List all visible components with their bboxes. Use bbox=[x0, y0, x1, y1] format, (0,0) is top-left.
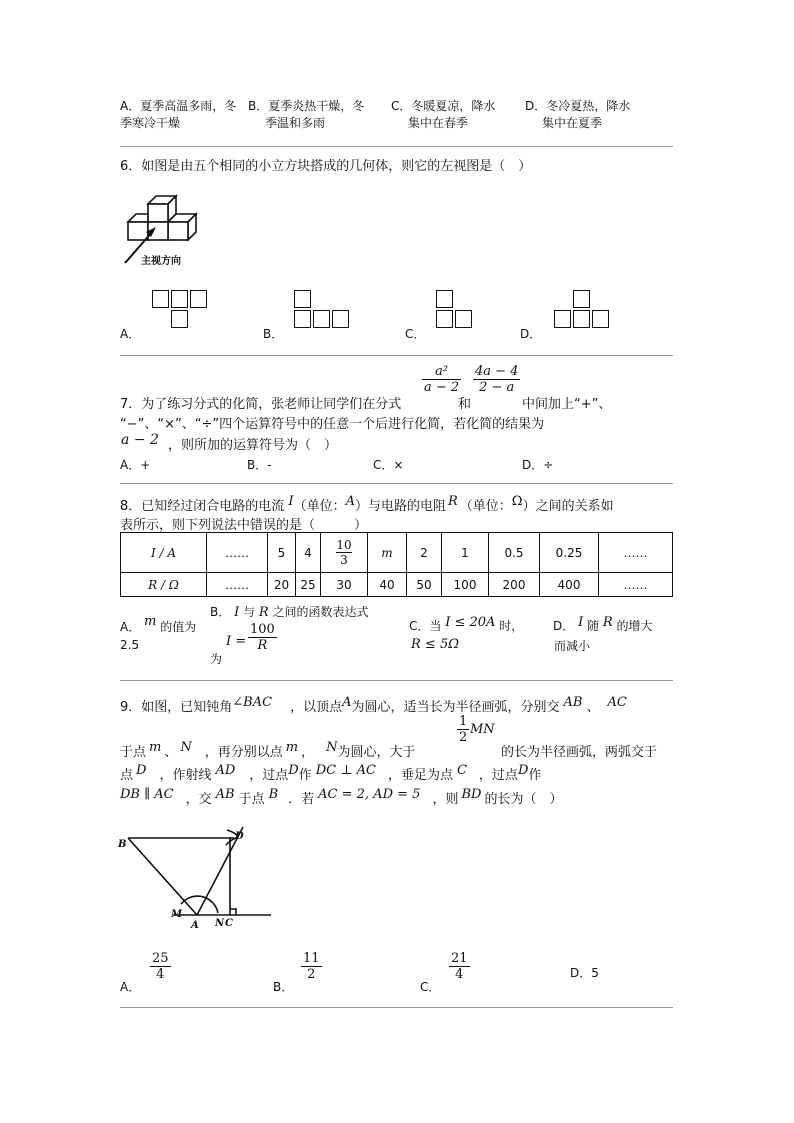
label-a: A bbox=[191, 920, 199, 931]
divider bbox=[120, 1007, 673, 1008]
q8-line2: 表所示，则下列说法中错误的是（ ） bbox=[120, 518, 368, 533]
q8-option-d: D． I 随 R 的增大 bbox=[553, 615, 653, 633]
table-row: I / A …… 5 4 $\frac{10}{3}$ m 2 1 0.5 0.25 …… bbox=[121, 533, 673, 573]
divider bbox=[120, 146, 673, 147]
q7-result-expr: a − 2 bbox=[121, 432, 159, 448]
q7-line1-prefix: 7．为了练习分式的化简，张老师让同学们在分式 bbox=[120, 397, 402, 412]
q6-option-b-label: B． bbox=[263, 327, 284, 341]
table-cell-fraction: $\frac{10}{3}$ bbox=[321, 533, 368, 573]
label-n: N bbox=[215, 918, 225, 929]
q9-option-c-label: C． bbox=[420, 980, 441, 994]
q7-and: 和 bbox=[458, 397, 472, 412]
q6-option-c-label: C． bbox=[405, 327, 426, 341]
q9-option-a-fraction: $\frac{25}{4}$ bbox=[152, 951, 169, 982]
table-row: R / Ω …… 20 25 30 40 50 100 200 400 …… bbox=[121, 573, 673, 597]
q9-option-c-fraction: $\frac{21}{4}$ bbox=[451, 951, 468, 982]
q5-option-a: A．夏季高温多雨，冬 季寒冷干燥 bbox=[120, 99, 237, 130]
q7-line3: ，则所加的运算符号为（ ） bbox=[168, 438, 338, 453]
q9-line1: 9．如图，已知钝角∠BAC ，以顶点A为圆心，适当长为半径画弧，分别交 AB 、 AC bbox=[120, 695, 627, 715]
q5-option-d: D．冬冷夏热，降水 集中在夏季 bbox=[525, 99, 631, 130]
label-c: C bbox=[225, 918, 233, 929]
q9-geometry-figure bbox=[115, 825, 280, 935]
q7-fraction-1: $\frac{\text{a²}}{a - 2}$ bbox=[424, 364, 460, 395]
q7-fraction-2: $\frac{4a - 4}{2 - a}$ bbox=[475, 364, 519, 395]
q7-option-b: B．- bbox=[247, 458, 272, 472]
label-b: B bbox=[118, 839, 127, 850]
q8-table bbox=[120, 532, 673, 597]
label-d: D bbox=[235, 831, 244, 842]
q8-option-b-fraction: $\frac{100}{R}$ bbox=[250, 622, 275, 653]
q7-line2: “−”、“×”、“÷”四个运算符号中的任意一个后进行化简，若化简的结果为 bbox=[120, 417, 545, 432]
label-m: M bbox=[171, 909, 183, 920]
q7-option-c: C．× bbox=[373, 458, 404, 472]
q9-option-b-fraction: $\frac{11}{2}$ bbox=[303, 951, 320, 982]
q8-option-b-for: 为 bbox=[210, 652, 223, 666]
divider bbox=[120, 355, 673, 356]
q8-option-a-value: 2.5 bbox=[120, 638, 140, 652]
divider bbox=[120, 483, 673, 484]
q9-option-b-label: B． bbox=[273, 980, 294, 994]
q7-line1-suffix: 中间加上“+”、 bbox=[522, 397, 612, 412]
q6-option-d-label: D． bbox=[520, 327, 542, 341]
q9-line4: DB ∥ AC ，交 AB 于点 B ．若 AC = 2, AD = 5 ，则 BD 的长为（ ） bbox=[120, 787, 563, 807]
q8-option-c-condition: R ≤ 5Ω bbox=[411, 637, 459, 652]
q9-line2-suffix: 的长为半径画弧，两弧交于 bbox=[501, 745, 658, 760]
q6-figure-caption: 主视方向 bbox=[141, 256, 181, 267]
q9-option-d: D．5 bbox=[570, 966, 599, 980]
q8-option-a: A． m 的值为 bbox=[120, 614, 197, 634]
q8-option-b: B． I 与 R 之间的函数表达式 bbox=[210, 605, 369, 620]
q9-mn: MN bbox=[470, 722, 495, 737]
q8-option-c: C．当 I ≤ 20A 时， bbox=[409, 615, 524, 633]
q7-option-d: D．÷ bbox=[522, 458, 554, 472]
q7-option-a: A．+ bbox=[120, 458, 151, 472]
q9-line3: 点 D ，作射线 AD ，过点D作 DC ⊥ AC ，垂足为点 C ，过点D作 bbox=[120, 763, 542, 783]
q9-line2: 于点 m 、 N ，再分别以点 m ， N为圆心，大于 bbox=[120, 740, 416, 760]
q6-stem: 6．如图是由五个相同的小立方块搭成的几何体，则它的左视图是（ ） bbox=[120, 159, 532, 174]
q5-option-b: B．夏季炎热干燥，冬 季温和多雨 bbox=[248, 99, 365, 130]
q5-option-c: C．冬暖夏凉，降水 集中在春季 bbox=[391, 99, 496, 130]
q9-option-a-label: A． bbox=[120, 980, 141, 994]
divider bbox=[120, 680, 673, 681]
q9-half-fraction: $\frac{1}{2}$ bbox=[459, 714, 468, 745]
q8-line1: 8．已知经过闭合电路的电流 I（单位：A）与电路的电阻 R （单位：Ω）之间的关系如 bbox=[120, 494, 614, 514]
q8-option-b-lhs: I = bbox=[226, 634, 247, 649]
q8-option-d-line2: 而减小 bbox=[554, 639, 591, 653]
q6-option-a-label: A． bbox=[120, 327, 141, 341]
